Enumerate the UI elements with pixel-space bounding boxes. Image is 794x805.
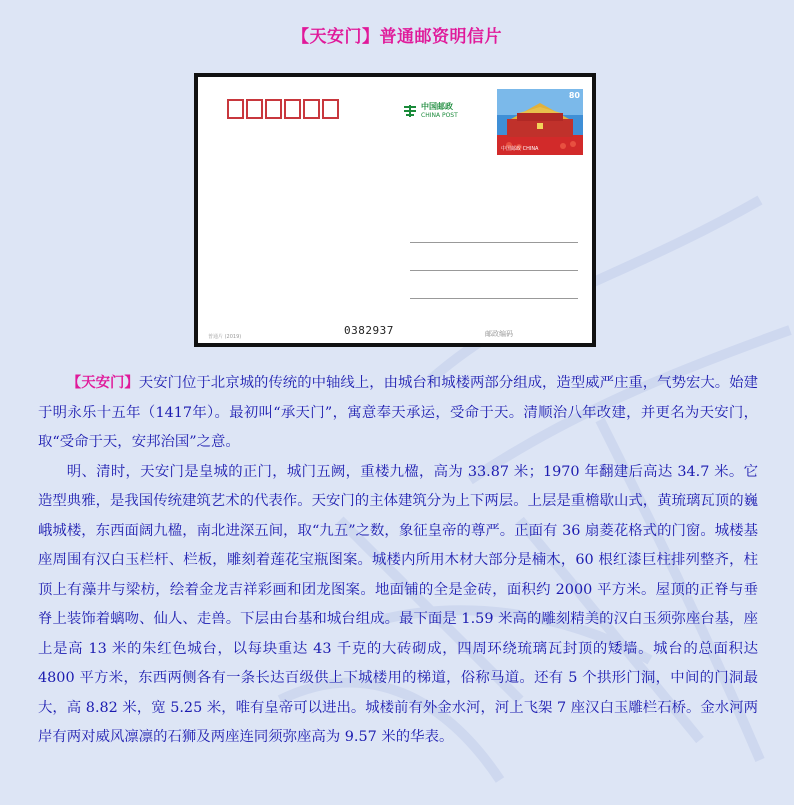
address-line	[410, 298, 578, 299]
postcode-box	[322, 99, 339, 119]
postcode-boxes	[227, 99, 339, 119]
paragraph-text: 明、清时，天安门是皇城的正门，城门五阙，重楼九楹，高为 33.87 米；1970 年翻建后高达 34.7 米。它造型典雅，是我国传统建筑艺术的代表作。天安门的主体建筑分为上下两层。上层是重檐歇山式，黄琉璃瓦顶的巍峨城楼，东西面阔九楹，南北进深五间，取“九五”之数，象征皇帝的尊严。正面有 36 扇菱花格式的门窗。城楼基座周围有汉白玉栏杆、栏板，雕刻着莲花宝瓶图案。城楼内所用木材大部分是楠木，60 根红漆巨柱排列整齐，柱顶上有藻井与梁枋，绘着金龙吉祥彩画和团龙图案。地面铺的全是金砖，面积约 2000 平方米。屋顶的正脊与垂脊上装饰着螭吻、仙人、走兽。下层由台基和城台组成。最下面是 1.59 米高的雕刻精美的汉白玉须弥座台基，座上是高 13 米的朱红色城台，以每块重达 43 千克的大砖砌成，四周环绕琉璃瓦封顶的矮墙。城台的总面积达 4800 平方米，东西两侧各有一条长达百级供上下城楼用的梯道，俗称马道。还有 5 个拱形门洞，中间的门洞最大，高 8.82 米，宽 5.25 米，唯有皇帝可以进出。城楼前有外金水河，河上飞架 7 座汉白玉雕栏石桥。金水河两岸有两对威风凛凛的石狮及两座连同须弥座高为 9.57 米的华表。	[38, 463, 758, 745]
postcode-box	[227, 99, 244, 119]
page-title: 【天安门】普通邮资明信片	[292, 27, 502, 47]
article-body	[38, 368, 758, 753]
china-post-icon	[402, 103, 418, 119]
paragraph	[38, 368, 758, 458]
address-line	[410, 242, 578, 243]
logo-english: CHINA POST	[421, 112, 458, 119]
china-post-logo	[402, 103, 458, 119]
postcode-box	[303, 99, 320, 119]
logo-chinese: 中国邮政	[421, 102, 453, 111]
postcode-box	[265, 99, 282, 119]
postcode-label: 邮政编码	[485, 330, 513, 338]
postcode-box	[246, 99, 263, 119]
print-code: 普通片 (2019)	[208, 334, 242, 340]
stamp-value: 80	[568, 91, 580, 100]
stamp-country: 中国邮政 CHINA	[501, 146, 539, 152]
paragraph	[38, 458, 758, 753]
stamp	[497, 89, 583, 155]
postcard	[198, 77, 592, 343]
postcode-box	[284, 99, 301, 119]
address-line	[410, 270, 578, 271]
paragraph-text: 天安门位于北京城的传统的中轴线上，由城台和城楼两部分组成，造型威严庄重，气势宏大。始建于明永乐十五年（1417年）。最初叫“承天门”，寓意奉天承运，受命于天。清顺治八年改建，并更名为天安门，取“受命于天，安邦治国”之意。	[38, 375, 758, 450]
postcard-image	[194, 73, 596, 347]
serial-number: 0382937	[344, 324, 394, 337]
article-highlight: 【天安门】	[66, 374, 139, 391]
